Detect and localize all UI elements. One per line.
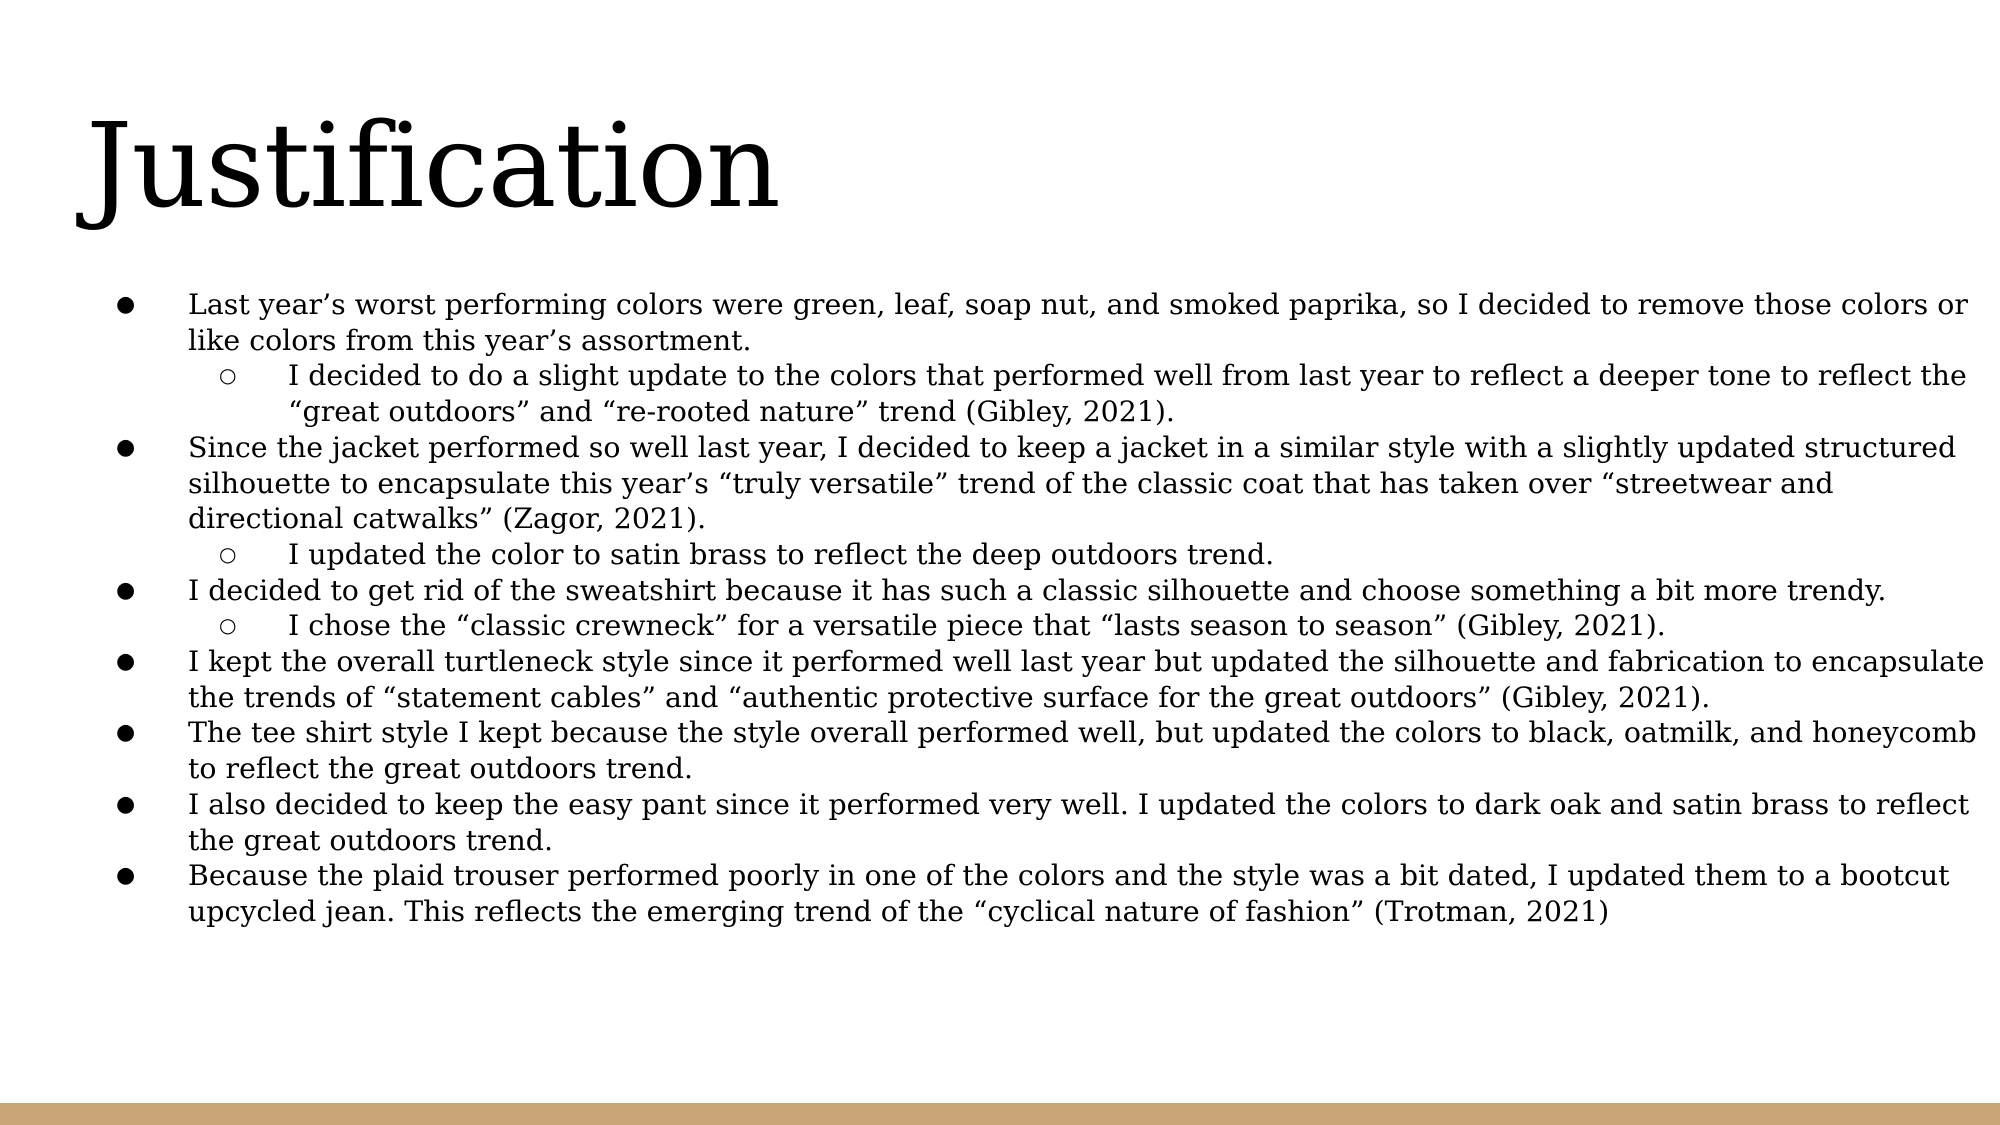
bullet-item — [0, 537, 1940, 573]
bullet-item — [0, 430, 1957, 537]
bullet-text-line: Since the jacket performed so well last year, I decided to keep a jacket in a similar style with a slightly updated structured — [188, 430, 1957, 464]
bullet-text-line: I chose the “classic crewneck” for a versatile piece that “lasts season to season” (Gibley, 2021). — [288, 609, 1666, 643]
bullet-item — [0, 358, 1967, 429]
hollow-circle-bullet-icon: ○ — [219, 363, 237, 388]
hollow-circle-bullet-icon: ○ — [219, 613, 237, 638]
bullet-text-line: I decided to get rid of the sweatshirt because it has such a classic silhouette and choose something a bit more trendy. — [188, 573, 1887, 607]
footer-accent-bar — [0, 1103, 2000, 1125]
filled-disc-bullet-icon: ● — [116, 720, 136, 746]
bullet-text-line: to reflect the great outdoors trend. — [188, 752, 693, 786]
slide-title: Justification — [86, 99, 780, 234]
bullet-item — [0, 644, 1985, 715]
bullet-item — [0, 715, 1977, 786]
bullet-text-line: Because the plaid trouser performed poorly in one of the colors and the style was a bit dated, I updated them to a bootcut — [188, 859, 1950, 893]
bullet-text-line: directional catwalks” (Zagor, 2021). — [188, 502, 707, 536]
bullet-text-line: upcycled jean. This reflects the emerging trend of the “cyclical nature of fashion” (Trotman, 2021) — [188, 894, 1610, 928]
bullet-item — [0, 858, 1950, 929]
filled-disc-bullet-icon: ● — [116, 649, 136, 675]
filled-disc-bullet-icon: ● — [116, 791, 136, 817]
bullet-item — [0, 608, 1940, 644]
hollow-circle-bullet-icon: ○ — [219, 541, 237, 566]
bullet-text-line: the trends of “statement cables” and “authentic protective surface for the great outdoors” (Gibley, 2021). — [188, 680, 1711, 714]
bullet-text-line: silhouette to encapsulate this year’s “truly versatile” trend of the classic coat that has taken over “streetwear and — [188, 466, 1834, 500]
bullet-list — [0, 287, 1985, 930]
bullet-text-line: I updated the color to satin brass to reflect the deep outdoors trend. — [288, 537, 1275, 571]
filled-disc-bullet-icon: ● — [116, 577, 136, 603]
bullet-text-line: I decided to do a slight update to the colors that performed well from last year to reflect a deeper tone to reflect the — [288, 359, 1967, 393]
bullet-item — [0, 573, 1940, 609]
bullet-item — [0, 787, 1970, 858]
bullet-text-line: “great outdoors” and “re-rooted nature” trend (Gibley, 2021). — [288, 395, 1175, 429]
filled-disc-bullet-icon: ● — [116, 434, 136, 460]
filled-disc-bullet-icon: ● — [116, 863, 136, 889]
bullet-text-line: Last year’s worst performing colors were green, leaf, soap nut, and smoked paprika, so I decided to remove those colors or — [188, 288, 1968, 321]
bullet-text-line: the great outdoors trend. — [188, 823, 554, 857]
bullet-text-line: I also decided to keep the easy pant since it performed very well. I updated the colors to dark oak and satin brass to reflect — [188, 787, 1970, 821]
bullet-text-line: I kept the overall turtleneck style since it performed well last year but updated the silhouette and fabrication to encapsulate — [188, 645, 1985, 679]
bullet-item — [0, 287, 1968, 358]
bullet-text-line: like colors from this year’s assortment. — [188, 323, 752, 357]
filled-disc-bullet-icon: ● — [116, 292, 136, 317]
bullet-text-line: The tee shirt style I kept because the style overall performed well, but updated the colors to black, oatmilk, and honeycomb — [188, 716, 1977, 750]
